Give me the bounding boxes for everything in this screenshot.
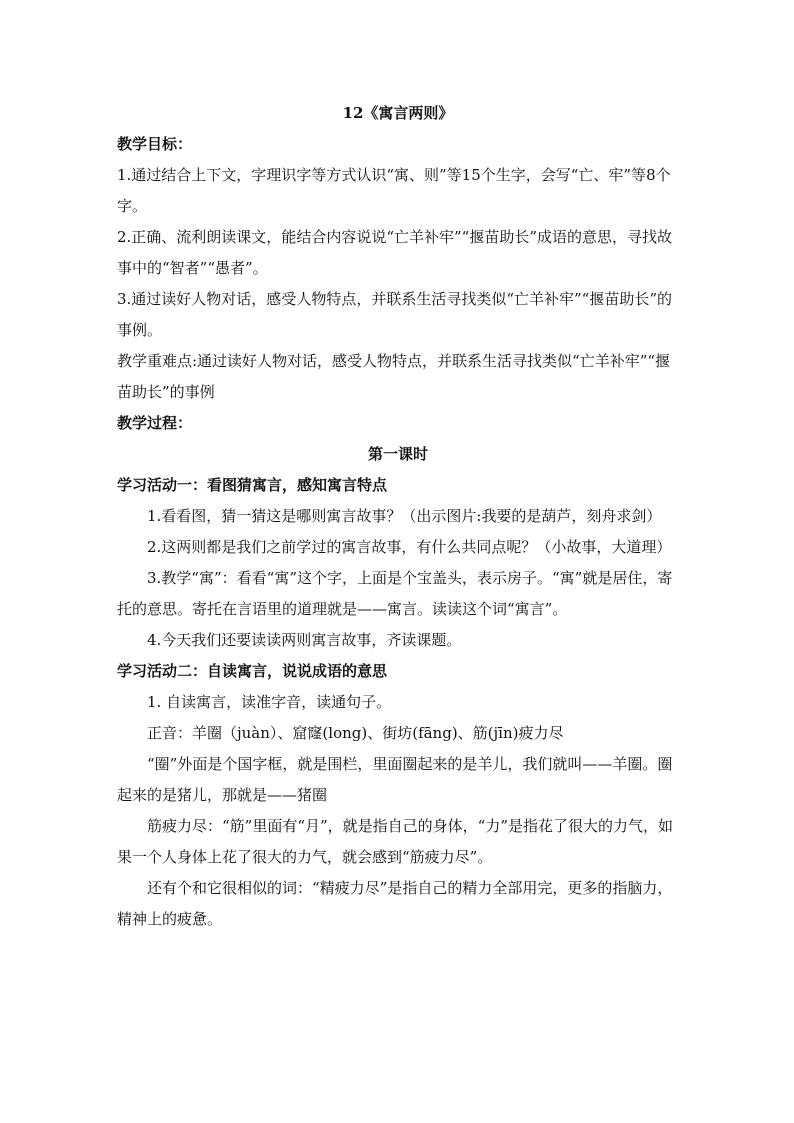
document-content (117, 98, 679, 935)
process-heading: 教学过程： (117, 414, 193, 432)
pronunciation-note: 正音：羊圈（juàn）、窟窿(long)、街坊(fāng)、筋(jīn)疲力尽 (147, 724, 564, 742)
activity-2-note-3: 还有个和它很相似的词：“精疲力尽”是指自己的精力全部用完，更多的指脑力，精神上的疲惫。 (117, 879, 673, 928)
objective-3: 3.通过读好人物对话，感受人物特点，并联系生活寻找类似“亡羊补牢”“揠苗助长”的事例。 (117, 290, 672, 339)
activity-1-step-2: 2.这两则都是我们之前学过的寓言故事，有什么共同点呢？（小故事，大道理） (147, 538, 672, 556)
objectives-heading: 教学目标： (117, 135, 193, 153)
activity-2-step-1: 1. 自读寓言，读准字音，读通句子。 (147, 693, 392, 711)
lesson-title: 第一课时 (367, 445, 428, 463)
key-points: 教学重难点:通过读好人物对话，感受人物特点，并联系生活寻找类似“亡羊补牢”“揠苗助长”的事例 (117, 352, 671, 401)
objective-1: 1.通过结合上下文，字理识字等方式认识“寓、则”等15个生字，会写“亡、牢”等8个字。 (117, 166, 671, 215)
activity-1-step-4: 4.今天我们还要读读两则寓言故事，齐读课题。 (147, 631, 462, 649)
activity-2-note-1: “圈”外面是个国字框，就是围栏，里面圈起来的是羊儿，我们就叫——羊圈。圈起来的是猪儿，那就是——猪圈 (117, 755, 673, 804)
activity-2-note-2: 筋疲力尽：“筋”里面有“月”，就是指自己的身体，“力”是指花了很大的力气，如果一个人身体上花了很大的力气，就会感到“筋疲力尽”。 (117, 817, 674, 866)
objective-2: 2.正确、流利朗读课文，能结合内容说说“亡羊补牢”“揠苗助长”成语的意思，寻找故事中的“智者”“愚者”。 (117, 228, 672, 277)
activity-1-step-3: 3.教学“寓”：看看“寓”这个字，上面是个宝盖头，表示房子。“寓”就是居住，寄托的意思。寄托在言语里的道理就是——寓言。读读这个词“寓言”。 (117, 569, 673, 618)
activity-2-heading: 学习活动二：自读寓言，说说成语的意思 (117, 662, 388, 680)
document-title: 12《寓言两则》 (342, 104, 454, 122)
activity-1-step-1: 1.看看图，猜一猜这是哪则寓言故事？（出示图片:我要的是葫芦，刻舟求剑） (147, 507, 662, 525)
activity-1-heading: 学习活动一：看图猜寓言，感知寓言特点 (117, 476, 388, 494)
